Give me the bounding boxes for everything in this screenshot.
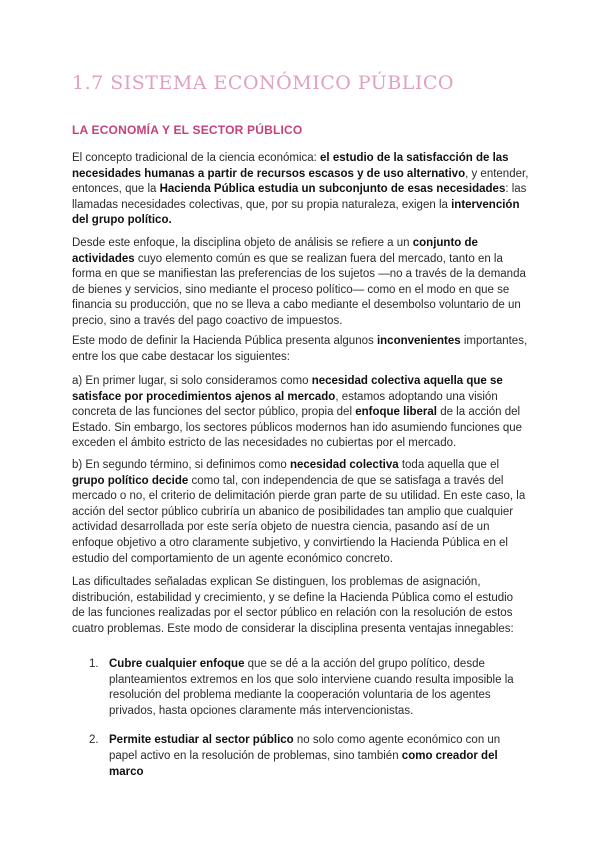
paragraph-1 (72, 151, 529, 229)
text-run: a) En primer lugar, si solo consideramos como (72, 375, 312, 387)
bold-text-run: conjunto de actividades (72, 237, 478, 265)
list-item-text (109, 658, 514, 717)
bold-text-run: Cubre cualquier enfoque (109, 658, 245, 670)
bold-text-run: Hacienda Pública estudia un subconjunto de esas necesidades (159, 183, 506, 196)
bold-text-run: Permite estudiar al sector público (109, 734, 294, 747)
paragraph-3 (72, 334, 529, 365)
bold-text-run: inconvenientes (376, 335, 461, 347)
bold-text-run: intervención del grupo político. (72, 198, 520, 227)
text-run: b) En segundo término, si definimos como (72, 459, 290, 471)
list-item-number: 1. (89, 658, 99, 670)
bold-text-run: grupo político decide (72, 474, 189, 487)
bold-text-run: el estudio de la satisfacción de las necesidades humanas a partir de recursos escasos y de uso alternativo (72, 152, 509, 180)
text-run: , y entender, entonces, que la (72, 167, 529, 196)
list-item-text (109, 734, 500, 777)
page-title: 1.7 SISTEMA ECONÓMICO PÚBLICO (72, 72, 455, 94)
text-run: El concepto tradicional de la ciencia económica: (72, 152, 321, 164)
text-run: Las dificultades señaladas explican Se distinguen, los problemas de asignación, distribución, estabilidad y crecimiento, y se define la Hacienda Pública como el estudio de las funciones realizadas por el sector público en relación con la resolución de estos cuatro problemas. Este modo de considerar la disciplina presenta ventajas innegables: (72, 576, 514, 635)
bold-text-run: enfoque liberal (355, 406, 437, 419)
text-run: toda aquella que el (398, 459, 500, 471)
list-item (72, 733, 529, 780)
text-run: importantes, entre los que cabe destacar los siguientes: (72, 335, 528, 363)
text-run: como tal, con independencia de que se satisfaga a través del mercado o no, el criterio de delimitación pierde gran parte de su utilidad. En este caso, la acción del sector público cubriría un abanico de posibilidades tan amplio que cualquier actividad desarrollada por este sería objeto de nuestra ciencia, pasando así de un enfoque objetivo a otro claramente subjetivo, y convirtiendo la Hacienda Pública en el estudio del comportamiento de un agente económico concreto. (72, 474, 526, 565)
text-run: Desde este enfoque, la disciplina objeto de análisis se refiere a un (72, 237, 413, 249)
text-run: cuyo elemento común es que se realizan fuera del mercado, tanto en la forma en que se manifiestan las preferencias de los sujetos —no a través de la demanda de bienes y servicios, sino mediante el proceso político— como en el modo en que se financia su producción, que no se lleva a cabo mediante el desembolso voluntario de un precio, sino a través del pago coactivo de impuestos. (72, 252, 526, 327)
list-item (72, 657, 529, 719)
text-run: Este modo de definir la Hacienda Pública presenta algunos (72, 335, 377, 347)
text-run: no solo como agente económico con un papel activo en la resolución de problemas, sino también (109, 734, 501, 762)
paragraph-6 (72, 575, 529, 637)
text-run: : las llamadas necesidades colectivas, que, por su propia naturaleza, exigen la (72, 183, 527, 211)
paragraph-2 (72, 236, 529, 330)
text-run: de la acción del Estado. Sin embargo, los sectores públicos modernos han ido asumiendo funciones que exceden el ámbito estricto de las necesidades no cubiertas por el mercado. (72, 406, 523, 450)
paragraph-4 (72, 374, 529, 452)
section-heading: LA ECONOMÍA Y EL SECTOR PÚBLICO (72, 123, 303, 137)
bold-text-run: necesidad colectiva (289, 459, 399, 471)
bold-text-run: necesidad colectiva aquella que se satisface por procedimientos ajenos al mercado (72, 375, 503, 403)
text-run: , estamos adoptando una visión concreta de las funciones del sector público, propia del (72, 390, 498, 419)
bold-text-run: como creador del marco (109, 749, 498, 778)
numbered-list (72, 657, 529, 794)
text-run: que se dé a la acción del grupo político, desde planteamientos extremos en los que solo interviene cuando resulta imposible la resolución del problema mediante la cooperación voluntaria de los agentes privados, hasta opciones claramente más intervencionistas. (109, 658, 514, 717)
list-item-number: 2. (89, 734, 99, 747)
paragraph-5 (72, 458, 529, 567)
